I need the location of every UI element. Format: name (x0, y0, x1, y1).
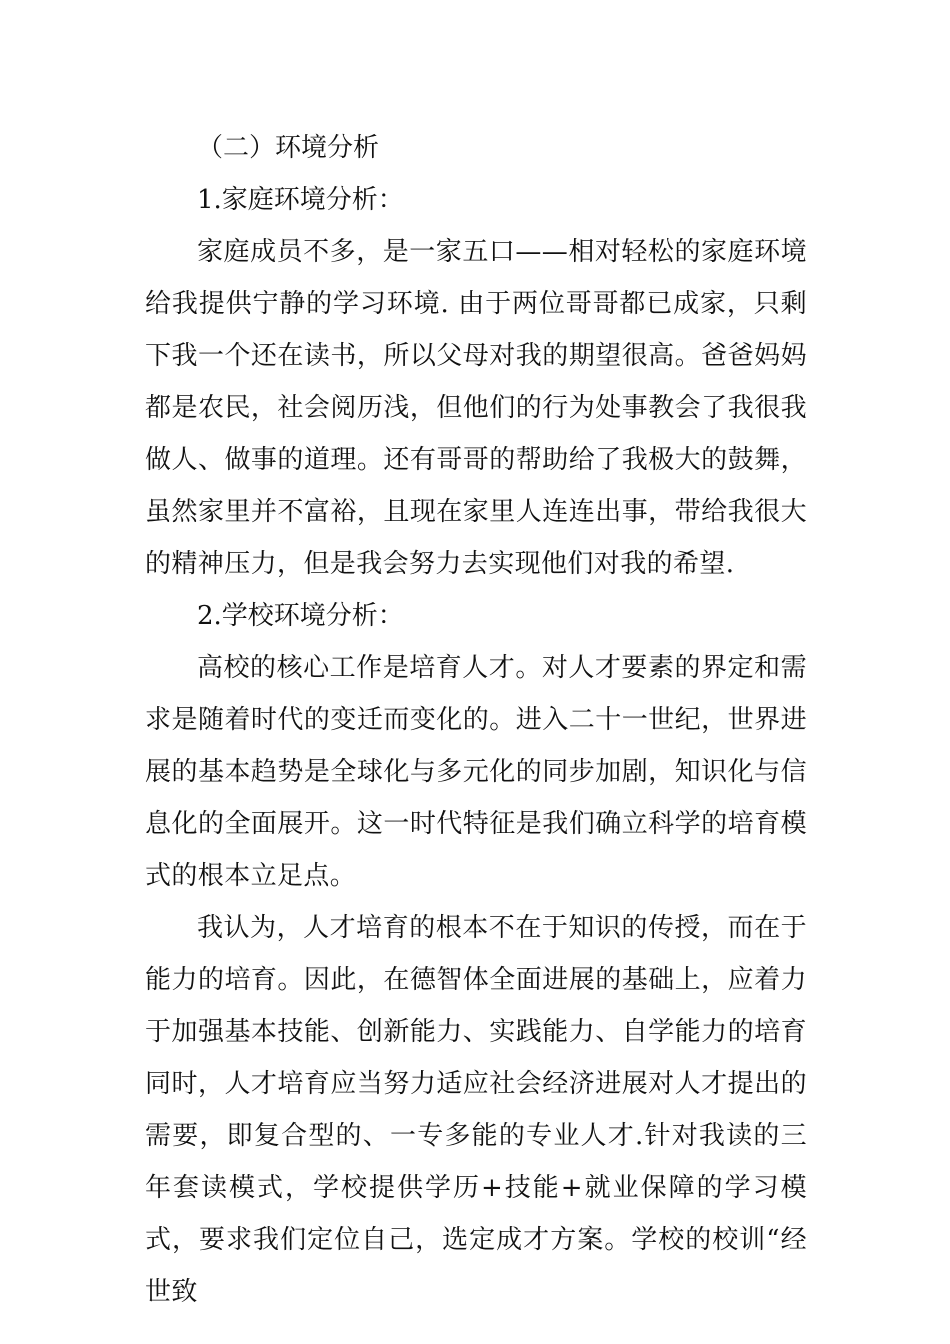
school-environment-heading: 2.学校环境分析： (197, 601, 404, 631)
section-heading: （二）环境分析 (197, 133, 380, 163)
school-environment-paragraph-1: 高校的核心工作是培育人才。对人才要素的界定和需求是随着时代的变迁而变化的。进入二十一世纪，世界进展的基本趋势是全球化与多元化的同步加剧，知识化与信息化的全面展开。这一时代特征是我们确立科学的培育模式的根本立足点。 (145, 653, 807, 891)
family-environment-heading: 1.家庭环境分析： (197, 185, 404, 215)
school-environment-paragraph-2: 我认为，人才培育的根本不在于知识的传授，而在于能力的培育。因此，在德智体全面进展的基础上，应着力于加强基本技能、创新能力、实践能力、自学能力的培育同时，人才培育应当努力适应社会经济进展对人才提出的需要，即复合型的、一专多能的专业人才.针对我读的三年套读模式，学校提供学历+技能+就业保障的学习模式，要求我们定位自己，选定成才方案。学校的校训“经世致 (145, 913, 807, 1307)
document-body (145, 122, 807, 1318)
family-environment-paragraph: 家庭成员不多，是一家五口——相对轻松的家庭环境给我提供宁静的学习环境. 由于两位哥哥都已成家，只剩下我一个还在读书，所以父母对我的期望很高。爸爸妈妈都是农民，社会阅历浅，但他们的行为处事教会了我很我做人、做事的道理。还有哥哥的帮助给了我极大的鼓舞，虽然家里并不富裕，且现在家里人连连出事，带给我很大的精神压力，但是我会努力去实现他们对我的希望. (145, 237, 807, 579)
